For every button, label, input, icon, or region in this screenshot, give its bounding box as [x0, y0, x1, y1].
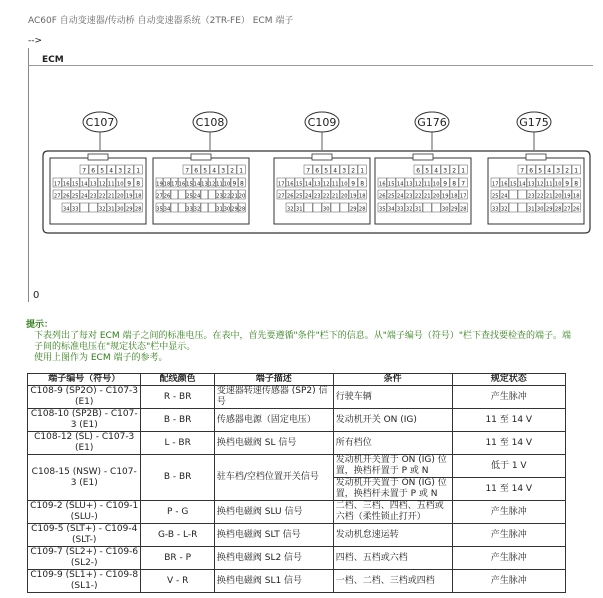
- pin-number: 28: [459, 206, 467, 213]
- pin-number: 9: [232, 180, 237, 188]
- pin-number: 26: [163, 193, 171, 200]
- pin-number: 26: [286, 193, 294, 200]
- terminal-table: [27, 373, 566, 593]
- pin-number: 28: [134, 206, 142, 213]
- pin-number: 30: [536, 206, 544, 213]
- table-row: [28, 501, 566, 524]
- terminal-desc-cell: 换档电磁阀 SL2 信号: [214, 547, 333, 570]
- pin-number: 2: [127, 167, 132, 175]
- pin-number: 21: [107, 193, 115, 200]
- pin-cell: [509, 190, 517, 199]
- pin-number: 32: [98, 206, 106, 213]
- hint-title: 提示：: [26, 320, 54, 330]
- pin-number: 35: [378, 206, 386, 213]
- pin-number: 12: [414, 181, 422, 188]
- pin-cell: [179, 203, 186, 212]
- pin-number: 22: [414, 193, 422, 200]
- pin-number: 25: [387, 193, 395, 200]
- pin-number: 25: [71, 193, 79, 200]
- pin-number: 32: [193, 206, 201, 213]
- connector-latch: [526, 154, 546, 160]
- pin-number: 29: [545, 206, 553, 213]
- pin-number: 20: [554, 193, 562, 200]
- pin-number: 30: [441, 206, 449, 213]
- terminal-desc-cell: 换档电磁阀 SL1 信号: [214, 570, 333, 593]
- pin-number: 4: [212, 167, 217, 175]
- connector-latch: [413, 154, 433, 160]
- pin-number: 8: [574, 180, 579, 188]
- table-row: [28, 570, 566, 593]
- pin-number: 6: [529, 167, 534, 175]
- pin-cell: [201, 190, 208, 199]
- pin-number: 20: [432, 193, 440, 200]
- wire-color-cell: L - BR: [141, 432, 214, 455]
- pin-number: 8: [240, 180, 244, 188]
- pin-number: 26: [572, 206, 580, 213]
- pin-number: 33: [71, 206, 79, 213]
- terminal-cell: C109-5 (SLT+) - C109-4 (SLT-): [28, 524, 141, 547]
- pin-number: 33: [186, 206, 193, 213]
- pin-number: 16: [378, 181, 386, 188]
- pin-number: 31: [216, 206, 223, 213]
- table-row: [28, 432, 566, 455]
- pin-cell: [509, 203, 517, 212]
- pin-number: 29: [450, 206, 458, 213]
- pin-number: 28: [358, 206, 366, 213]
- pin-number: 23: [89, 193, 97, 200]
- pin-number: 33: [491, 206, 499, 213]
- pin-number: 6: [416, 167, 421, 175]
- pin-number: 12: [98, 181, 106, 188]
- footnote-label: 0: [33, 290, 40, 301]
- pin-number: 28: [554, 206, 562, 213]
- table-row: [28, 547, 566, 570]
- pin-number: 29: [231, 206, 238, 213]
- pin-number: 7: [520, 167, 525, 175]
- pin-number: 21: [331, 193, 339, 200]
- pin-number: 25: [491, 193, 499, 200]
- pin-number: 11: [423, 181, 431, 188]
- page-title: AC60F 自动变速器/传动桥 自动变速器系统（2TR-FE） ECM 端子: [28, 16, 294, 26]
- connector-name: C109: [307, 116, 337, 129]
- hint-line: 使用上图作为 ECM 端子的参考。: [34, 353, 168, 363]
- pin-number: 6: [315, 167, 320, 175]
- pin-number: 15: [186, 181, 193, 188]
- pin-number: 18: [134, 193, 142, 200]
- pin-number: 16: [286, 181, 294, 188]
- terminal-cell: C108-9 (SP2O) - C107-3 (E1): [28, 386, 141, 409]
- pin-number: 24: [193, 193, 201, 200]
- pin-number: 11: [331, 181, 339, 188]
- pin-number: 17: [53, 181, 61, 188]
- pin-number: 32: [500, 206, 508, 213]
- pin-number: 7: [461, 180, 466, 188]
- pin-number: 19: [125, 193, 133, 200]
- condition-cell: 四档、五档或六档: [333, 547, 452, 570]
- pin-number: 9: [565, 180, 570, 188]
- pin-number: 19: [349, 193, 357, 200]
- pin-number: 25: [186, 193, 193, 200]
- pin-number: 5: [100, 167, 105, 175]
- pin-number: 5: [425, 167, 430, 175]
- terminal-desc-cell: 传感器电源（固定电压）: [214, 409, 333, 432]
- hint-block: [26, 320, 596, 364]
- pin-number: 28: [238, 206, 246, 213]
- pin-number: 14: [304, 181, 312, 188]
- pin-number: 14: [193, 181, 201, 188]
- terminal-cell: C108-15 (NSW) - C107-3 (E1): [28, 455, 141, 501]
- connector-name: C107: [85, 116, 115, 129]
- pin-number: 15: [295, 181, 303, 188]
- pin-number: 16: [500, 181, 508, 188]
- pin-cell: [423, 203, 431, 212]
- pin-number: 22: [322, 193, 330, 200]
- pin-number: 17: [459, 193, 467, 200]
- pin-number: 29: [349, 206, 357, 213]
- pin-number: 30: [116, 206, 124, 213]
- pin-number: 21: [423, 193, 431, 200]
- pin-number: 12: [536, 181, 544, 188]
- pin-number: 20: [238, 193, 246, 200]
- pin-number: 9: [351, 180, 356, 188]
- pin-number: 21: [231, 193, 238, 200]
- col-header-state: 规定状态: [452, 374, 565, 386]
- condition-cell: 发动机开关置于 ON (IG) 位置，换档杆置于 P 或 N: [333, 455, 452, 478]
- table-row: [28, 524, 566, 547]
- pin-number: 35: [156, 206, 163, 213]
- pin-number: 31: [527, 206, 535, 213]
- condition-cell: 行驶车辆: [333, 386, 452, 409]
- spec-state-cell: 产生脉冲: [452, 524, 565, 547]
- condition-cell: 发动机开关 ON (IG): [333, 409, 452, 432]
- pin-number: 3: [118, 167, 123, 175]
- table-row: [28, 455, 566, 478]
- pin-cell: [313, 203, 321, 212]
- pin-number: 22: [223, 193, 231, 200]
- connector-name: C108: [195, 116, 225, 129]
- condition-cell: 发动机开关置于 ON (IG) 位置，换档杆未置于 P 或 N: [333, 478, 452, 501]
- pin-number: 18: [450, 193, 458, 200]
- connector-latch: [312, 154, 332, 160]
- pin-number: 18: [163, 181, 171, 188]
- pin-number: 23: [527, 193, 535, 200]
- pin-number: 10: [340, 181, 348, 188]
- col-header-color: 配线颜色: [141, 374, 214, 386]
- pin-number: 1: [574, 167, 579, 175]
- pin-cell: [171, 190, 178, 199]
- wire-color-cell: B - BR: [141, 455, 214, 501]
- spec-state-cell: 11 至 14 V: [452, 409, 565, 432]
- pin-number: 27: [53, 193, 61, 200]
- pin-number: 14: [80, 181, 88, 188]
- pin-number: 34: [62, 206, 70, 213]
- pin-number: 19: [441, 193, 449, 200]
- condition-cell: 二档、三档、四档、五档或六档（柔性锁止打开）: [333, 501, 452, 524]
- pin-number: 10: [432, 181, 440, 188]
- pin-number: 9: [127, 180, 132, 188]
- connector-latch: [191, 154, 211, 160]
- connector-name: G175: [519, 116, 549, 129]
- pin-number: 13: [527, 181, 535, 188]
- wire-color-cell: G-B - L-R: [141, 524, 214, 547]
- pin-number: 16: [178, 181, 186, 188]
- pin-number: 30: [322, 206, 330, 213]
- pin-number: 19: [563, 193, 571, 200]
- pin-number: 3: [556, 167, 561, 175]
- pin-cell: [179, 190, 186, 199]
- terminal-cell: C109-9 (SL1+) - C109-8 (SL1-): [28, 570, 141, 593]
- col-header-cond: 条件: [333, 374, 452, 386]
- pin-number: 32: [405, 206, 413, 213]
- hint-line: 下表列出了每对 ECM 端子之间的标准电压。在表中，首先要遵循"条件"栏下的信息。从"端子编号（符号）"栏下查找要检查的端子。端: [34, 331, 572, 341]
- pin-number: 2: [230, 167, 235, 175]
- terminal-cell: C108-10 (SP2B) - C107-3 (E1): [28, 409, 141, 432]
- pin-number: 34: [163, 206, 171, 213]
- pin-number: 34: [387, 206, 395, 213]
- pin-number: 13: [405, 181, 413, 188]
- pin-number: 3: [342, 167, 347, 175]
- wire-color-cell: P - G: [141, 501, 214, 524]
- table-row: [28, 386, 566, 409]
- pin-number: 15: [71, 181, 79, 188]
- pin-number: 13: [89, 181, 97, 188]
- terminal-desc-cell: 换档电磁阀 SLT 信号: [214, 524, 333, 547]
- pin-cell: [331, 203, 339, 212]
- condition-cell: 一档、二档、三档或四档: [333, 570, 452, 593]
- pin-number: 20: [116, 193, 124, 200]
- pin-number: 29: [125, 206, 133, 213]
- spec-state-cell: 产生脉冲: [452, 570, 565, 593]
- pin-number: 27: [563, 206, 571, 213]
- terminal-cell: C109-2 (SLU+) - C109-1 (SLU-): [28, 501, 141, 524]
- spec-state-cell: 低于 1 V: [452, 455, 565, 478]
- pin-number: 4: [434, 167, 439, 175]
- pin-cell: [80, 203, 88, 212]
- pin-number: 10: [116, 181, 124, 188]
- pin-number: 23: [405, 193, 413, 200]
- pin-number: 2: [565, 167, 570, 175]
- pin-number: 18: [358, 193, 366, 200]
- pin-number: 7: [185, 167, 190, 175]
- pin-number: 16: [62, 181, 70, 188]
- pin-number: 17: [277, 181, 285, 188]
- pin-number: 12: [208, 181, 216, 188]
- col-header-terminal: 端子编号（符号）: [28, 374, 141, 386]
- pin-number: 12: [322, 181, 330, 188]
- pin-number: 17: [171, 181, 178, 188]
- pin-number: 27: [156, 193, 163, 200]
- spec-state-cell: 11 至 14 V: [452, 478, 565, 501]
- wire-color-cell: V - R: [141, 570, 214, 593]
- pin-number: 2: [351, 167, 356, 175]
- pin-number: 24: [396, 193, 404, 200]
- pin-number: 31: [414, 206, 422, 213]
- spec-state-cell: 产生脉冲: [452, 547, 565, 570]
- pin-number: 13: [313, 181, 321, 188]
- pin-number: 3: [221, 167, 226, 175]
- pin-number: 32: [286, 206, 294, 213]
- spec-state-cell: 产生脉冲: [452, 386, 565, 409]
- pin-number: 22: [98, 193, 106, 200]
- pin-cell: [89, 203, 97, 212]
- pin-number: 3: [443, 167, 448, 175]
- terminal-desc-cell: 换档电磁阀 SL 信号: [214, 432, 333, 455]
- pin-number: 17: [491, 181, 499, 188]
- pin-number: 11: [216, 181, 223, 188]
- pin-number: 15: [509, 181, 517, 188]
- terminal-desc-cell: 驻车档/空档位置开关信号: [214, 455, 333, 501]
- pin-number: 4: [109, 167, 114, 175]
- wire-color-cell: BR - P: [141, 547, 214, 570]
- terminal-cell: C108-12 (SL) - C107-3 (E1): [28, 432, 141, 455]
- pin-number: 31: [295, 206, 303, 213]
- pin-number: 19: [156, 181, 163, 188]
- pin-number: 10: [223, 181, 231, 188]
- pin-number: 27: [277, 193, 285, 200]
- table-header-row: [28, 374, 566, 386]
- pin-number: 33: [396, 206, 404, 213]
- pin-number: 5: [203, 167, 208, 175]
- wire-color-cell: R - BR: [141, 386, 214, 409]
- arrow-text: -->: [28, 36, 43, 46]
- pin-cell: [201, 203, 208, 212]
- pin-number: 10: [554, 181, 562, 188]
- pin-number: 24: [304, 193, 312, 200]
- pin-number: 31: [107, 206, 115, 213]
- pin-number: 14: [518, 181, 526, 188]
- terminal-desc-cell: 变速器转速传感器 (SP2) 信号: [214, 386, 333, 409]
- pin-number: 26: [378, 193, 386, 200]
- col-header-desc: 端子描述: [214, 374, 333, 386]
- pin-cell: [209, 203, 216, 212]
- pin-number: 30: [223, 206, 231, 213]
- pin-number: 8: [136, 180, 141, 188]
- pin-number: 15: [387, 181, 395, 188]
- pin-number: 24: [80, 193, 88, 200]
- spec-state-cell: 11 至 14 V: [452, 432, 565, 455]
- pin-number: 14: [396, 181, 404, 188]
- wire-color-cell: B - BR: [141, 409, 214, 432]
- pin-cell: [209, 190, 216, 199]
- pin-number: 24: [500, 193, 508, 200]
- spec-state-cell: 产生脉冲: [452, 501, 565, 524]
- pin-number: 1: [239, 167, 244, 175]
- pin-number: 6: [194, 167, 199, 175]
- pin-cell: [171, 203, 178, 212]
- pin-number: 2: [452, 167, 457, 175]
- table-row: [28, 409, 566, 432]
- pin-number: 6: [91, 167, 96, 175]
- pin-number: 8: [360, 180, 365, 188]
- pin-number: 21: [545, 193, 553, 200]
- condition-cell: 发动机怠速运转: [333, 524, 452, 547]
- pin-number: 20: [340, 193, 348, 200]
- pin-number: 5: [538, 167, 543, 175]
- pin-number: 25: [295, 193, 303, 200]
- pin-number: 22: [536, 193, 544, 200]
- pin-number: 1: [136, 167, 141, 175]
- section-label: ECM: [42, 55, 64, 65]
- pin-cell: [518, 203, 526, 212]
- pin-cell: [432, 203, 440, 212]
- terminal-cell: C109-7 (SL2+) - C109-6 (SL2-): [28, 547, 141, 570]
- hint-line: 子间的标准电压在"规定状态"栏中显示。: [34, 342, 196, 352]
- pin-number: 5: [324, 167, 329, 175]
- pin-number: 23: [313, 193, 321, 200]
- terminal-desc-cell: 换档电磁阀 SLU 信号: [214, 501, 333, 524]
- pin-cell: [518, 190, 526, 199]
- pin-number: 11: [545, 181, 553, 188]
- pin-cell: [340, 203, 348, 212]
- pin-number: 18: [572, 193, 580, 200]
- pin-cell: [304, 203, 312, 212]
- pin-number: 8: [452, 180, 457, 188]
- pin-number: 7: [306, 167, 311, 175]
- pin-number: 23: [216, 193, 223, 200]
- connector-name: G176: [417, 116, 447, 129]
- pin-number: 4: [547, 167, 552, 175]
- pin-number: 4: [333, 167, 338, 175]
- pin-number: 26: [62, 193, 70, 200]
- pin-number: 7: [82, 167, 87, 175]
- pin-number: 11: [107, 181, 115, 188]
- pin-number: 1: [461, 167, 466, 175]
- pin-number: 1: [360, 167, 365, 175]
- pin-number: 13: [201, 181, 208, 188]
- pin-number: 9: [443, 180, 448, 188]
- condition-cell: 所有档位: [333, 432, 452, 455]
- connector-latch: [88, 154, 108, 160]
